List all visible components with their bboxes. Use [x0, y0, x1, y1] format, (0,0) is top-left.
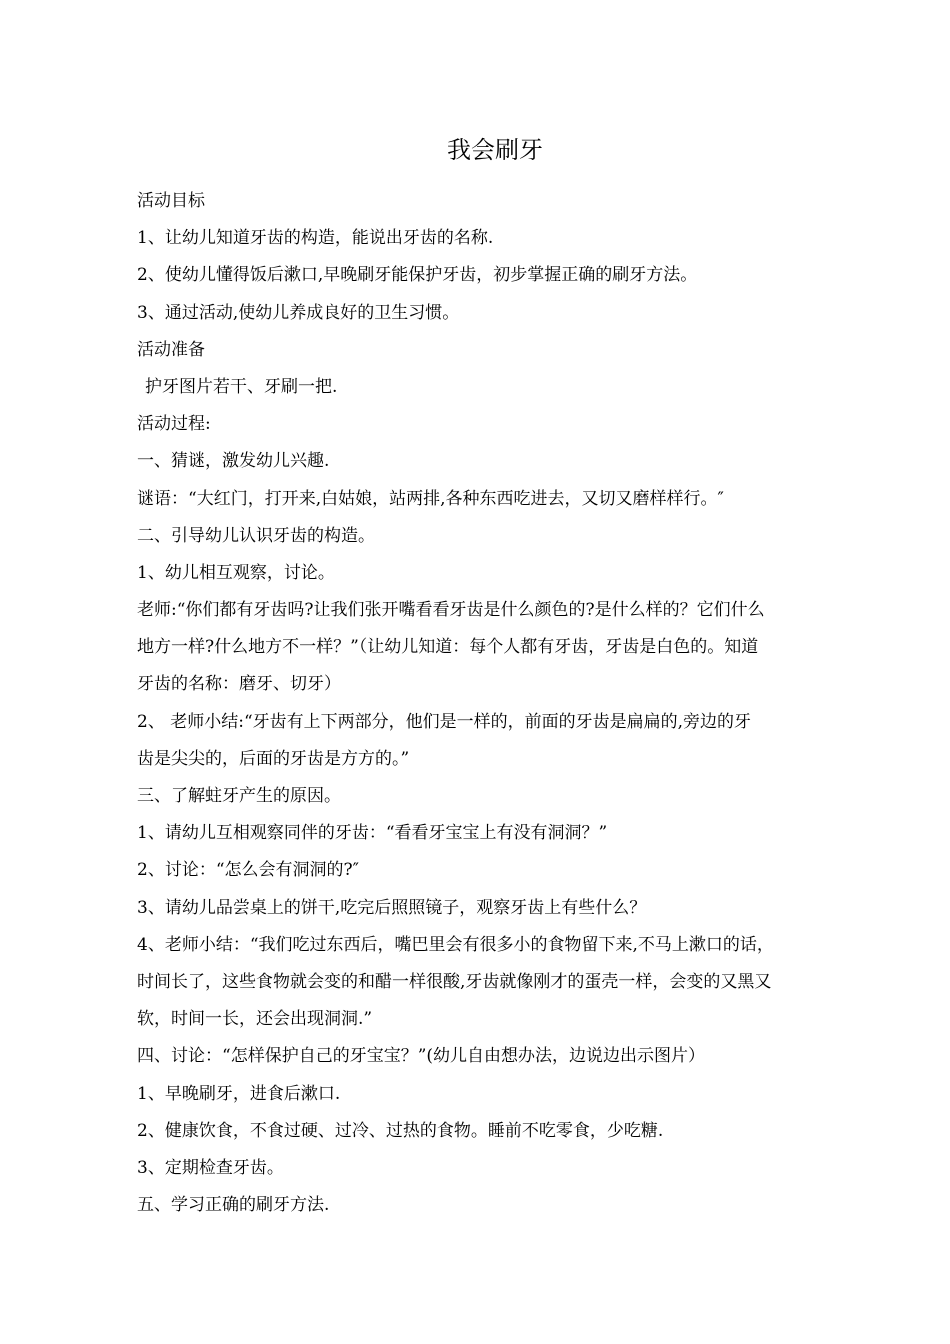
- section-heading-process: 活动过程:: [137, 414, 211, 435]
- section-heading-goals: 活动目标: [137, 191, 205, 211]
- document-body: [137, 183, 870, 1224]
- list-item: 2、健康饮食，不食过硬、过冷、过热的食物。睡前不吃零食，少吃糖.: [137, 1120, 664, 1141]
- paragraph-line: 牙齿的名称：磨牙、切牙）: [137, 674, 341, 695]
- list-item: 1、早晚刷牙，进食后漱口.: [137, 1083, 341, 1104]
- goal-item: 2、使幼儿懂得饭后漱口,早晚刷牙能保护牙齿，初步掌握正确的刷牙方法。: [137, 265, 698, 286]
- paragraph-line: 2、 老师小结:“牙齿有上下两部分，他们是一样的，前面的牙齿是扁扁的,旁边的牙: [137, 711, 752, 732]
- goal-item: 3、通过活动,使幼儿养成良好的卫生习惯。: [137, 302, 460, 323]
- paragraph-line: 齿是尖尖的，后面的牙齿是方方的。”: [137, 748, 410, 769]
- goal-item: 1、让幼儿知道牙齿的构造，能说出牙齿的名称.: [137, 228, 494, 249]
- paragraph-line: 1、幼儿相互观察，讨论。: [137, 562, 335, 583]
- paragraph-line: 软，时间一长，还会出现洞洞.”: [137, 1009, 373, 1030]
- paragraph-line: 1、请幼儿互相观察同伴的牙齿：“看看牙宝宝上有没有洞洞？”: [137, 823, 608, 844]
- paragraph-line: 地方一样?什么地方不一样？”（让幼儿知道：每个人都有牙齿，牙齿是白色的。知道: [137, 637, 759, 658]
- process-step-heading: 一、猜谜，激发幼儿兴趣.: [137, 451, 330, 472]
- paragraph-line: 时间长了，这些食物就会变的和醋一样很酸,牙齿就像刚才的蛋壳一样，会变的又黑又: [137, 971, 772, 992]
- paragraph-line: 2、讨论：“怎么会有洞洞的?″: [137, 860, 359, 881]
- section-heading-preparation: 活动准备: [137, 339, 205, 360]
- list-item: 3、定期检查牙齿。: [137, 1157, 284, 1178]
- process-step-heading: 二、引导幼儿认识牙齿的构造。: [137, 525, 375, 546]
- paragraph-line: 4、老师小结：“我们吃过东西后，嘴巴里会有很多小的食物留下来,不马上漱口的话，: [137, 934, 774, 955]
- preparation-text: 护牙图片若干、牙刷一把.: [145, 376, 338, 397]
- process-step-heading: 五、学习正确的刷牙方法.: [137, 1195, 330, 1216]
- riddle-text: 谜语：“大红门，打开来,白姑娘，站两排,各种东西吃进去，又切又磨样样行。″: [137, 488, 724, 509]
- document-title: 我会刷牙: [447, 136, 543, 164]
- process-step-heading: 四、讨论：“怎样保护自己的牙宝宝？”(幼儿自由想办法，边说边出示图片）: [137, 1046, 706, 1067]
- paragraph-line: 3、请幼儿品尝桌上的饼干,吃完后照照镜子，观察牙齿上有些什么？: [137, 897, 647, 918]
- process-step-heading: 三、了解蛀牙产生的原因。: [137, 786, 341, 806]
- paragraph-line: 老师:“你们都有牙齿吗?让我们张开嘴看看牙齿是什么颜色的?是什么样的？它们什么: [137, 600, 765, 621]
